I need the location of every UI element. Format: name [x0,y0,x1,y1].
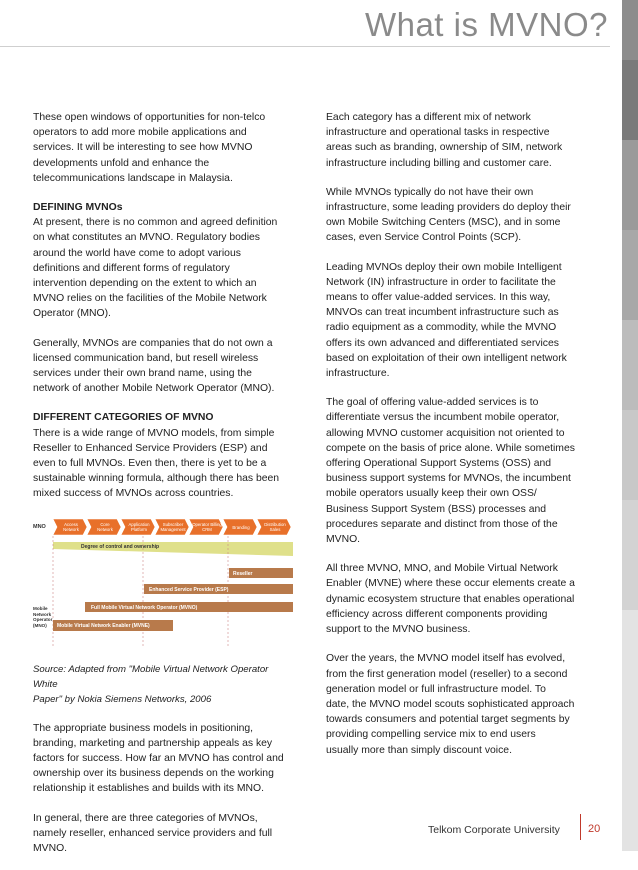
diagram-side-label: Mobile Network Operator (MNO) [33,605,53,628]
figure-caption: Source: Adapted from "Mobile Virtual Network Operator White Paper" by Nokia Siemens Networks, 2006 [33,663,269,705]
value-chain-label: Subscriber Management [160,521,186,532]
title-divider [0,46,610,47]
page-number: 20 [588,823,601,835]
page-title: What is MVNO? [364,6,608,43]
mvno-models-diagram [33,516,295,652]
paragraph: While MVNOs typically do not have their own infrastructure, some leading providers do deploy their own Mobile Switching Centers (MSC), and in some cases, even Service Control Points (SCP). [326,186,571,244]
paragraph: In general, there are three categories of MVNOs, namely reseller, enhanced service providers and full MVNO. [33,812,273,855]
value-chain-label: Operator Billing CRM [192,521,222,532]
paragraph: These open windows of opportunities for non-telco operators to add more mobile applications and services. It will be interesting to see how MVNO developments unfold and enhance the telecommunications landscape in Malaysia. [33,112,266,184]
value-chain-label: Branding [232,524,250,530]
side-bar-segment [622,60,638,140]
paragraph: Leading MVNOs deploy their own mobile Intelligent Network (IN) infrastructure in order to facilitate the means to offer value-added services. In this way, MNVOs can treat incumbent infrastructure such as radio equipment as a commodity, while the MVNO offers its own advanced and differentiated services based on exploitation of their own intelligent network infrastructure. [326,261,567,380]
bar-label: Mobile Virtual Network Enabler (MVNE) [57,622,150,629]
right-column [326,110,591,772]
paragraph: Over the years, the MVNO model itself has evolved, from the first generation model (reseller) to a second generation model or full infrastructure model. To date, the MVNO model scouts sophisticated approach towards consumers and potential target segments by providing compelling service mix to end users usually more than simply discount voice. [326,653,575,756]
section-heading: DEFINING MVNOs [33,202,123,214]
side-bar-segment [622,410,638,500]
left-column [33,110,295,870]
side-bar-segment [622,320,638,410]
paragraph: All three MVNO, MNO, and Mobile Virtual Network Enabler (MVNE) where these occur elements create a dynamic ecosystem structure that enables operational efficiency across different components providing support to the MVNO business. [326,563,575,636]
side-bar-segment [622,0,638,60]
diagram-mno-label: MNO [33,523,46,530]
value-chain-label: Application Platform [128,521,150,532]
paragraph: At present, there is no common and agreed definition on what constitutes an MVNO. Regulatory bodies around the world have come to adopt various definitions and different forms of regulatory intervention depending on the extent to which an MVNO relies on the facilities of the Mobile Network Operator (MNO). [33,217,278,320]
footer-separator [580,814,581,840]
side-bar-segment [622,140,638,230]
bar-label: Enhanced Service Provider (ESP) [149,586,229,593]
mvno-diagram-svg [33,516,295,652]
value-chain [53,519,291,535]
bar-label: Reseller [233,570,253,577]
paragraph: Each category has a different mix of network infrastructure and operational tasks in respective areas such as branding, ownership of SIM, network infrastructure including billing and customer care. [326,112,563,169]
wedge-label: Degree of control and ownership [81,543,160,550]
section-heading: DIFFERENT CATEGORIES OF MVNO [33,412,214,424]
bar-label: Full Mobile Virtual Network Operator (MVNO) [91,604,198,611]
paragraph: The appropriate business models in positioning, branding, marketing and partnership appeals as key factors for success. How far an MVNO has control and ownership over its business depends on the working relationship it establishes and builds with its MNO. [33,722,284,795]
value-chain-label: Access Network [63,521,79,532]
footer-org: Telkom Corporate University [428,824,560,836]
value-chain-label: Core Network [97,521,113,532]
paragraph: There is a wide range of MVNO models, from simple Reseller to Enhanced Service Providers (ESP) and even to full MVNOs. Even then, there is yet to be a sustainable winning formula, although there has been mixed success of MVNOs across countries. [33,427,280,500]
side-bar-segment [622,500,638,610]
value-chain-label: Distribution Sales [264,521,286,532]
side-bar-segment [622,610,638,851]
side-label-wrap [33,606,55,646]
paragraph: The goal of offering value-added services is to differentiate versus the incumbent mobile operator, allowing MVNO customer acquisition not oriented to compete on the basis of price alone. While sometimes offering Operational Support Systems (OSS) and business support systems for MVNOs, the incumbent mobile operators usually keep their own OSS/ Business Support System (BSS) processes and procedures separate and distinct from those of the MVNO. [326,397,575,546]
paragraph: Generally, MVNOs are companies that do not own a licensed communication band, but resell wireless services under their own brand name, using the network of another Mobile Network Operator (MNO). [33,337,275,395]
side-bar-segment [622,230,638,320]
